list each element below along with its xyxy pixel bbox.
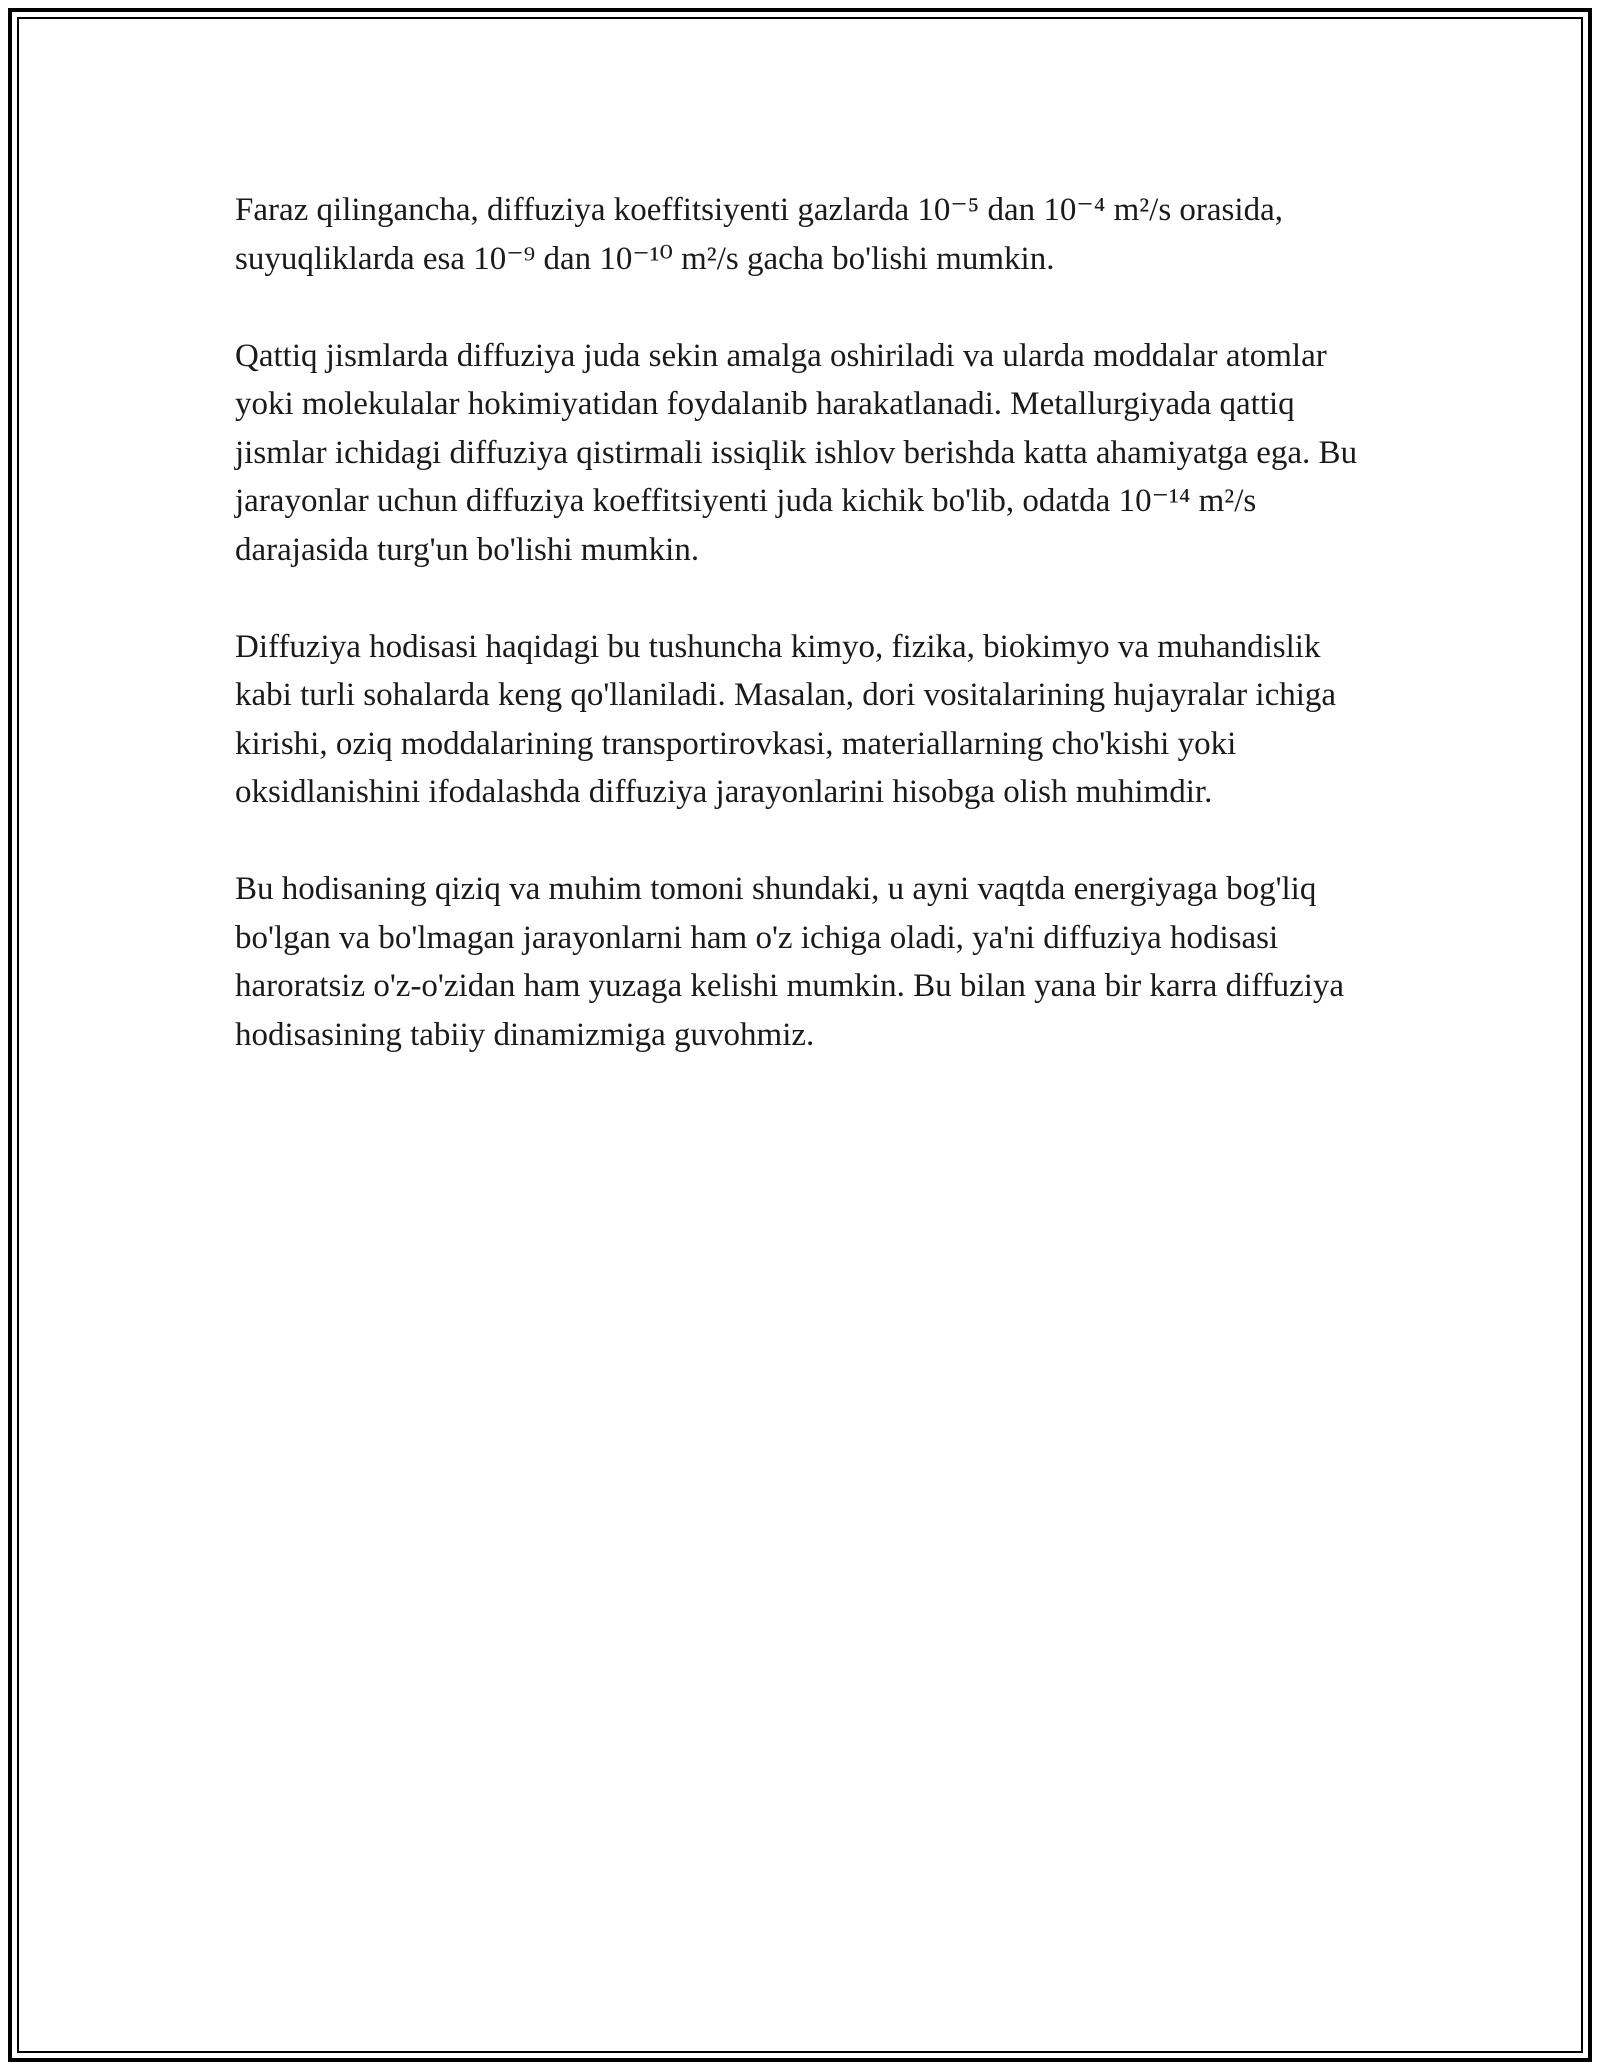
document-body: [235, 186, 1365, 1108]
paragraph-applications: Diffuziya hodisasi haqidagi bu tushuncha kimyo, fizika, biokimyo va muhandislik kabi turli sohalarda keng qo'llaniladi. Masalan, dori vositalarining hujayralar ichiga kirishi, oziq moddalarining transportirovkasi, materiallarning cho'kishi yoki oksidlanishini ifodalashda diffuziya jarayonlarini hisobga olish muhimdir.: [235, 628, 1337, 810]
paragraph-conclusion: Bu hodisaning qiziq va muhim tomoni shundaki, u ayni vaqtda energiyaga bog'liq bo'lgan va bo'lmagan jarayonlarni ham o'z ichiga oladi, ya'ni diffuziya hodisasi haroratsiz o'z-o'zidan ham yuzaga kelishi mumkin. Bu bilan yana bir karra diffuziya hodisasining tabiiy dinamizmiga guvohmiz.: [235, 871, 1345, 1053]
paragraph-solid-diffusion: Qattiq jismlarda diffuziya juda sekin amalga oshiriladi va ularda moddalar atomlar yoki molekulalar hokimiyatidan foydalanib harakatlanadi. Metallurgiyada qattiq jismlar ichidagi diffuziya qistirmali issiqlik ishlov berishda katta ahamiyatga ega. Bu jarayonlar uchun diffuziya koeffitsiyenti juda kichik bo'lib, odatda 10⁻¹⁴ m²/s darajasida turg'un bo'lishi mumkin.: [235, 337, 1358, 568]
paragraph-diffusion-coefficients: Faraz qilingancha, diffuziya koeffitsiyenti gazlarda 10⁻⁵ dan 10⁻⁴ m²/s orasida, suyuqliklarda esa 10⁻⁹ dan 10⁻¹⁰ m²/s gacha bo'lishi mumkin.: [235, 192, 1283, 277]
